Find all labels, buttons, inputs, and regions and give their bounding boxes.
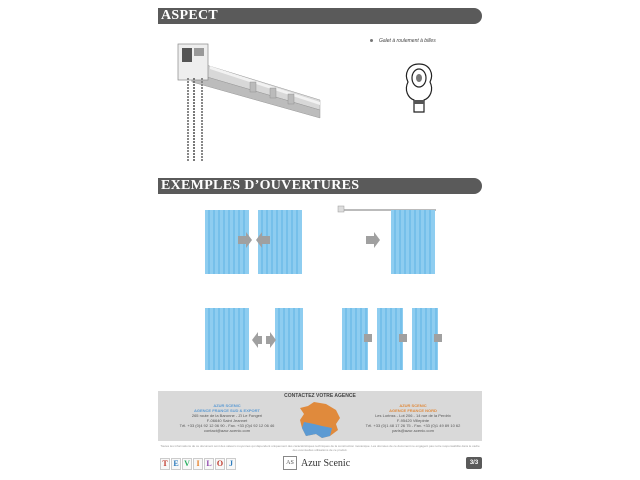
feature-label: Galet à roulement à billes: [379, 38, 436, 44]
agency-city: F-06640 Saint Jeannet: [206, 418, 248, 423]
arrow-right-icon: [366, 232, 380, 248]
curtain-single: [391, 210, 435, 274]
marker-icon: [364, 334, 372, 342]
logo-letter: V: [182, 458, 192, 470]
logo-letter: T: [160, 458, 170, 470]
agency-name: AGENCE FRANCE NORD: [389, 408, 437, 413]
agency-phone: Tél. +33 (0)1 48 17 26 75 - Fax. +33 (0)1 49 89 10 62: [365, 423, 461, 428]
agency-brand: AZUR SCENIC: [399, 403, 427, 408]
agency-nord: [348, 403, 478, 433]
section-title-aspect: ASPECT: [158, 8, 482, 24]
contact-panel: [158, 391, 482, 441]
agency-email[interactable]: paris@azur-scenic.com: [392, 428, 434, 433]
contact-title: CONTACTEZ VOTRE AGENCE: [284, 393, 356, 399]
curtain-right: [275, 308, 303, 370]
agency-sud: [162, 403, 292, 433]
logo-letter: O: [216, 459, 224, 468]
agency-address: Les Lorinss - Lot 206 - 14 rue de la Perdrix: [375, 413, 451, 418]
logo-letter: L: [204, 458, 214, 470]
agency-brand: AZUR SCENIC: [213, 403, 241, 408]
example-multi-panel: [342, 308, 442, 370]
azur-scenic-emblem-icon: AS: [283, 456, 297, 470]
agency-name: AGENCE FRANCE SUD & EXPORT: [193, 408, 260, 413]
curtain-left: [205, 308, 249, 370]
marker-icon: [434, 334, 442, 342]
agency-email[interactable]: contact@azur-scenic.com: [203, 428, 251, 433]
marker-icon: [399, 334, 407, 342]
section-title-exemples: EXEMPLES D’OUVERTURES: [158, 178, 482, 194]
agency-address: 265 route de la Baronne - ZI Le Fongeri: [191, 413, 263, 418]
example-side-opening: [338, 206, 436, 274]
page-number: 3/3: [466, 457, 482, 469]
arrow-right-icon: [266, 332, 276, 348]
france-map-icon: [296, 400, 344, 440]
teviloj-logo: [160, 458, 236, 470]
logo-letter: E: [171, 458, 181, 470]
example-side-split-opening: [205, 308, 303, 370]
logo-letter: J: [226, 458, 236, 470]
arrow-left-icon: [252, 332, 262, 348]
logo-letter: I: [193, 458, 203, 470]
agency-phone: Tél. +33 (0)4 92 12 06 90 - Fax. +33 (0)4 92 12 06 46: [179, 423, 275, 428]
disclaimer: Toutes les informations de ce document sont des valeurs moyennes qui dépendent uniquement des caractéristiques techniques de la construction mécanique. Les données de ce document ne engagent pas notre responsabilité dans le cadre des éventuelles utilisations de ce produit.: [160, 444, 480, 452]
azur-scenic-logo: [283, 456, 350, 470]
agency-city: F-95420 Villepinte: [396, 418, 430, 423]
brand-name: Azur Scenic: [301, 457, 351, 469]
example-center-opening: [205, 210, 302, 274]
